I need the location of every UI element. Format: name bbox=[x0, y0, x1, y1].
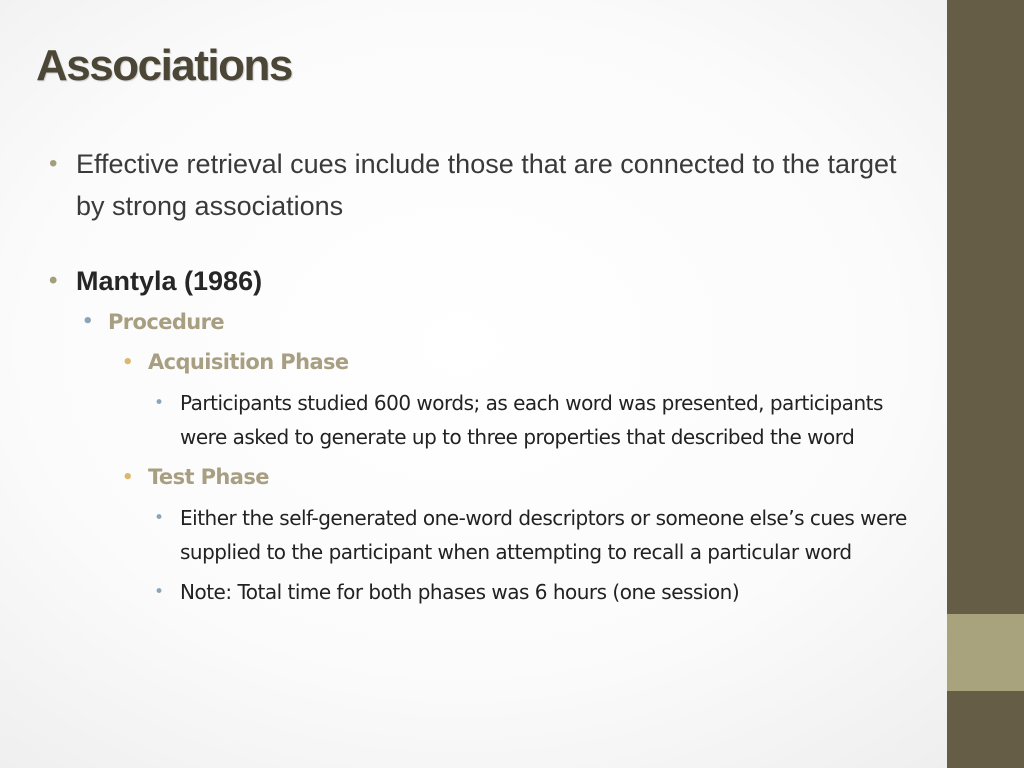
subheading-text: Test Phase bbox=[148, 465, 269, 489]
bullet-mantyla-1986 bbox=[48, 260, 928, 302]
subheading-test-phase bbox=[120, 457, 928, 498]
bullet-effective-retrieval-cues bbox=[48, 143, 928, 227]
bullet-icon: • bbox=[122, 352, 133, 373]
slide-body bbox=[48, 143, 928, 612]
item-text: Participants studied 600 words; as each word was presented, participants were asked to generate up to three properties that described the word bbox=[180, 391, 883, 449]
bullet-text: Effective retrieval cues include those that are connected to the target by strong associations bbox=[76, 149, 897, 221]
subheading-acquisition-phase bbox=[120, 342, 928, 383]
subheading-text: Acquisition Phase bbox=[148, 350, 349, 374]
bullet-icon: • bbox=[154, 508, 164, 528]
test-phase-item-note bbox=[152, 572, 928, 612]
acquisition-phase-item bbox=[152, 383, 928, 457]
item-text: Note: Total time for both phases was 6 hours (one session) bbox=[180, 580, 740, 604]
test-phase-item-descriptors bbox=[152, 498, 928, 572]
bullet-icon: • bbox=[82, 311, 93, 332]
decorative-sidebar bbox=[947, 0, 1024, 768]
bullet-icon: • bbox=[49, 150, 58, 177]
sidebar-accent-block bbox=[947, 614, 1024, 691]
subheading-text: Procedure bbox=[108, 310, 225, 334]
slide-title: Associations bbox=[36, 41, 292, 90]
item-text: Either the self-generated one-word descriptors or someone else’s cues were supplied to the participant when attempting to recall a particular word bbox=[180, 506, 907, 564]
bullet-text: Mantyla (1986) bbox=[76, 266, 263, 296]
bullet-icon: • bbox=[49, 267, 58, 294]
bullet-icon: • bbox=[154, 393, 164, 413]
bullet-icon: • bbox=[154, 582, 164, 602]
bullet-icon: • bbox=[122, 467, 133, 488]
subheading-procedure bbox=[80, 302, 928, 342]
